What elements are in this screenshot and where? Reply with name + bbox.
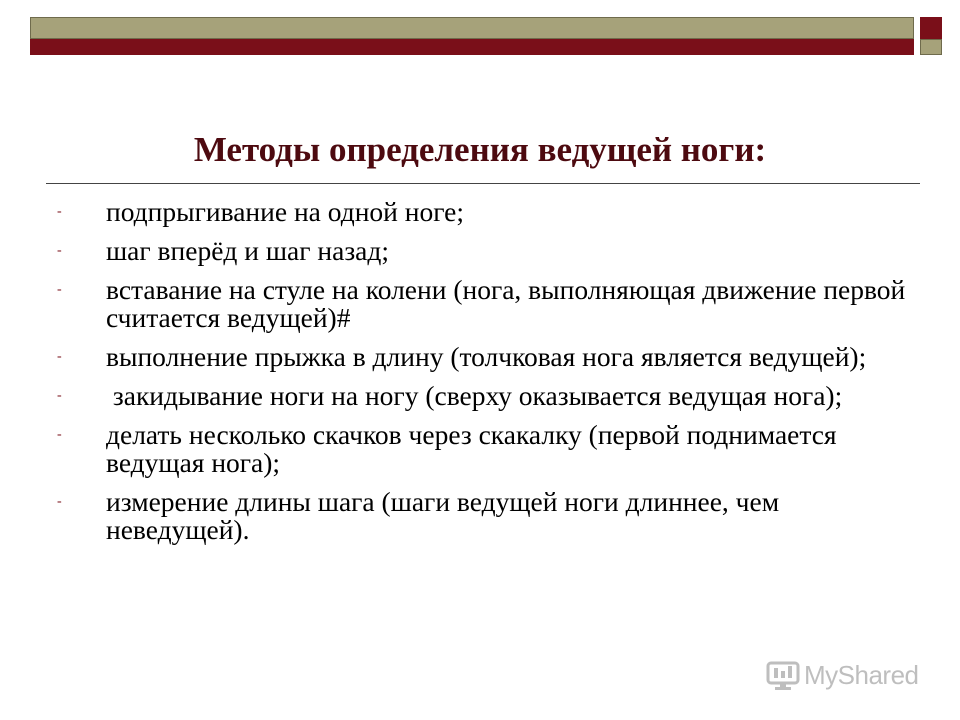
list-item — [52, 237, 912, 265]
bullet-marker: - — [57, 427, 62, 442]
list-item-text: вставание на стуле на колени (нога, выполняющая движение первой считается ведущей)# — [106, 274, 906, 333]
list-item-text: выполнение прыжка в длину (толчковая нога является ведущей); — [106, 341, 867, 372]
list-item — [52, 382, 912, 410]
bullet-marker: - — [57, 494, 62, 509]
list-item — [52, 421, 912, 477]
bullet-marker: - — [57, 388, 62, 403]
bullet-marker: - — [57, 204, 62, 219]
bullet-marker: - — [57, 243, 62, 258]
list-item-text: измерение длины шага (шаги ведущей ноги длиннее, чем неведущей). — [106, 486, 780, 545]
list-item — [52, 198, 912, 226]
watermark-text: MyShared — [804, 659, 919, 690]
list-item-text: закидывание ноги на ногу (сверху оказывается ведущая нога); — [106, 380, 843, 411]
list-item-text: шаг вперёд и шаг назад; — [106, 235, 390, 266]
bullet-marker: - — [57, 282, 62, 297]
title-divider — [46, 183, 920, 184]
list-item — [52, 343, 912, 371]
list-item-text: подпрыгивание на одной ноге; — [106, 196, 464, 227]
myshared-logo-icon — [766, 659, 800, 691]
bullet-marker: - — [57, 349, 62, 364]
list-item — [52, 276, 912, 332]
header-band-maroon — [30, 39, 914, 55]
methods-list — [52, 198, 912, 555]
header-square-maroon — [920, 17, 942, 39]
header-square-olive — [920, 39, 942, 55]
slide-title: Методы определения ведущей ноги: — [193, 130, 767, 169]
header-band-olive — [30, 17, 914, 39]
list-item — [52, 488, 912, 544]
list-item-text: делать несколько скачков через скакалку (первой поднимается ведущая нога); — [106, 419, 837, 478]
myshared-watermark[interactable] — [766, 656, 919, 694]
